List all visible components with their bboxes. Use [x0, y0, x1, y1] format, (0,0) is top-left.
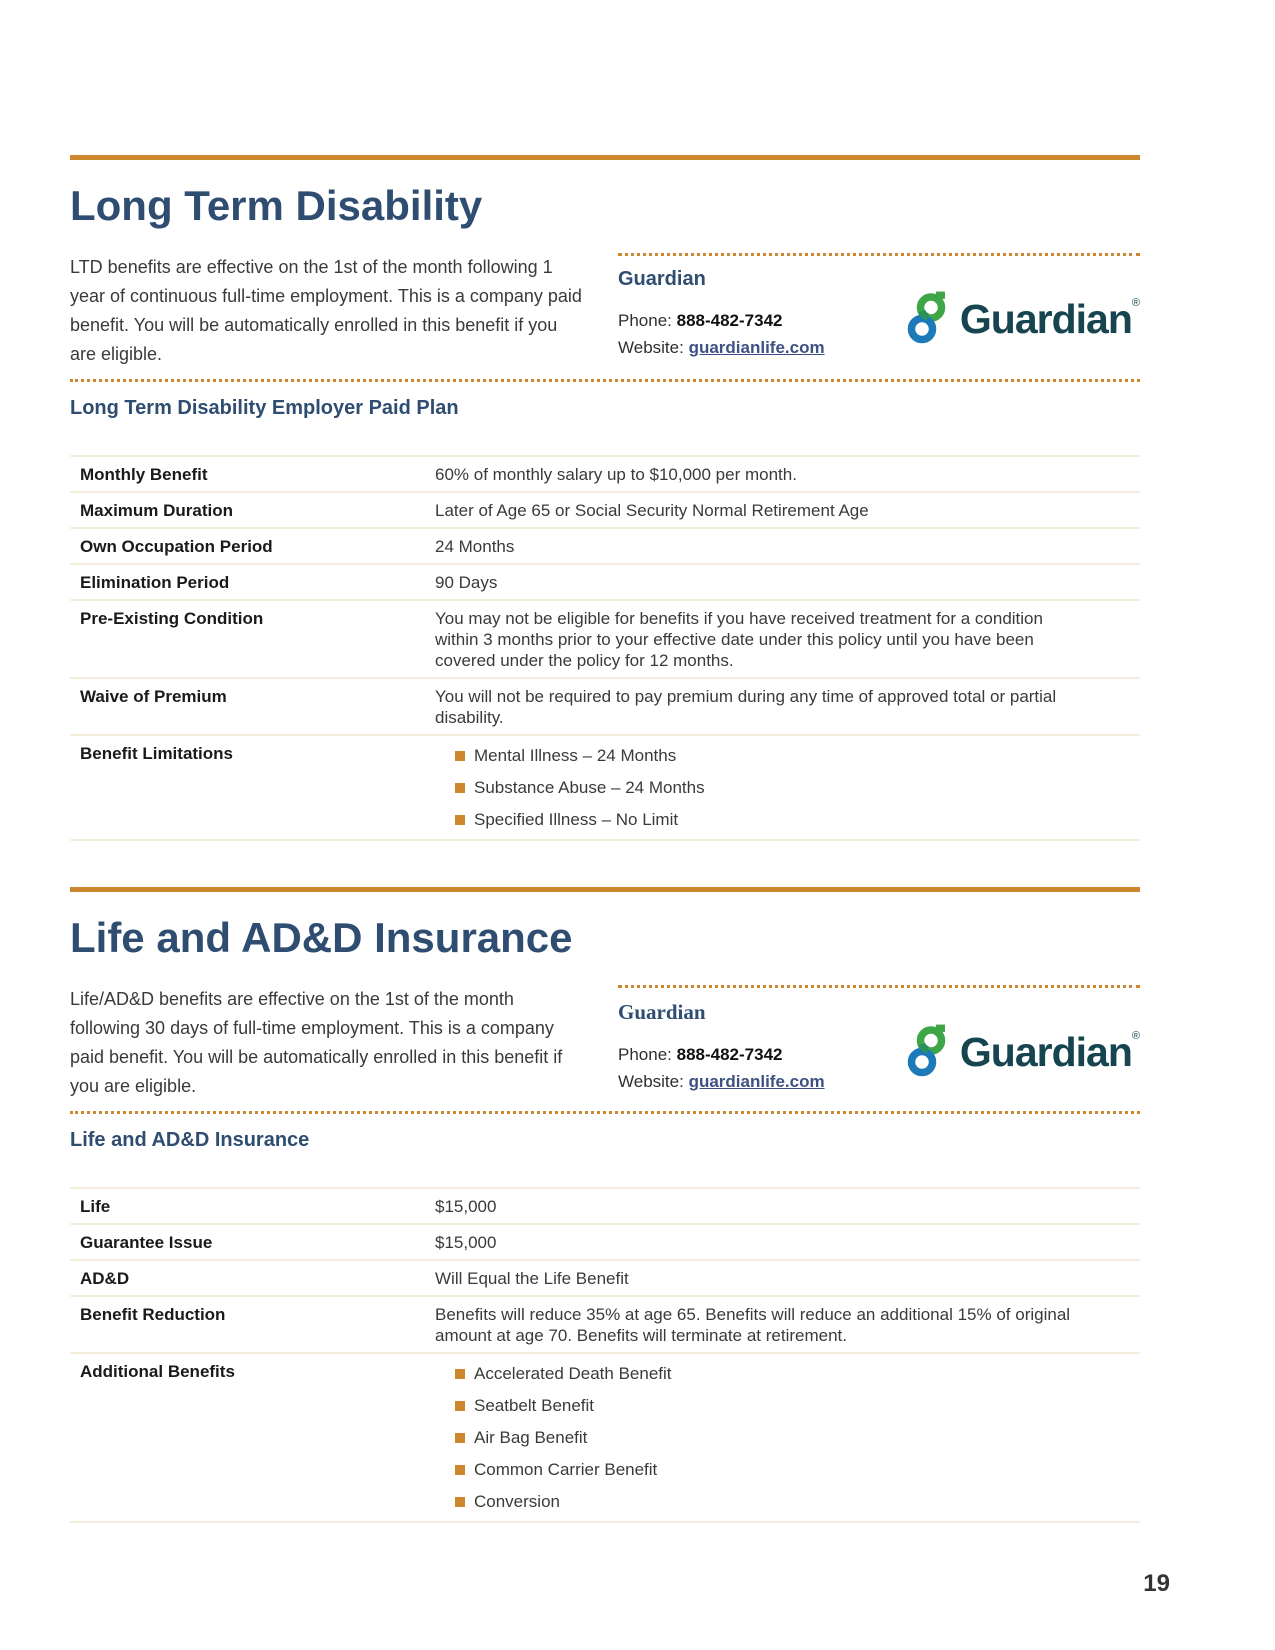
row-value: You will not be required to pay premium during any time of approved total or partial disability.: [435, 687, 1057, 727]
row-label: Benefit Limitations: [80, 744, 234, 763]
table-row: [70, 528, 1140, 564]
row-label: Monthly Benefit: [80, 465, 208, 484]
table-row: [70, 678, 1140, 735]
row-label: Own Occupation Period: [80, 537, 273, 556]
plan-table-body: [70, 456, 1140, 840]
bullet-text: Common Carrier Benefit: [474, 1460, 658, 1479]
bullet-text: Accelerated Death Benefit: [474, 1364, 672, 1383]
bullet-item: [455, 743, 1085, 769]
row-value: Later of Age 65 or Social Security Normal Retirement Age: [435, 501, 869, 520]
row-label: Maximum Duration: [80, 501, 234, 520]
row-label: Benefit Reduction: [80, 1305, 226, 1324]
square-bullet-icon: [455, 1401, 465, 1411]
row-value: [435, 735, 1140, 840]
table-row: [70, 735, 1140, 840]
bullet-text: Seatbelt Benefit: [474, 1396, 595, 1415]
bullet-list: [455, 1361, 1085, 1515]
bullet-item: [455, 1489, 1085, 1515]
table-row: [70, 1188, 1140, 1224]
carrier-website-link[interactable]: guardianlife.com: [688, 338, 825, 357]
row-value: $15,000: [435, 1197, 497, 1216]
bullet-text: Conversion: [474, 1492, 560, 1511]
document-body: [70, 155, 1140, 1523]
row-label: AD&D: [80, 1269, 130, 1288]
page-content: [70, 0, 1140, 1523]
row-value: Will Equal the Life Benefit: [435, 1269, 629, 1288]
carrier-website-link[interactable]: guardianlife.com: [688, 1072, 825, 1091]
row-value: Benefits will reduce 35% at age 65. Benefits will reduce an additional 15% of original amount at age 70. Benefits will terminate at retirement.: [435, 1305, 1071, 1345]
bullet-item: [455, 775, 1085, 801]
guardian-logo: [902, 1024, 1140, 1080]
carrier-contact-info: [618, 268, 848, 361]
square-bullet-icon: [455, 1369, 465, 1379]
guardian-logo: [902, 291, 1140, 347]
intro-row: [70, 985, 1140, 1101]
square-bullet-icon: [455, 1497, 465, 1507]
table-row: [70, 1224, 1140, 1260]
table-row: [70, 1260, 1140, 1296]
row-label: Life: [80, 1197, 111, 1216]
carrier-phone-line: [618, 1041, 848, 1068]
table-row: [70, 564, 1140, 600]
row-label: Guarantee Issue: [80, 1233, 213, 1252]
plan-table: [70, 1187, 1140, 1523]
phone-number: 888-482-7342: [676, 311, 783, 330]
carrier-name: Guardian: [618, 1000, 706, 1024]
guardian-wordmark: Guardian: [959, 1028, 1132, 1075]
section-rule: [70, 155, 1140, 160]
guardian-wordmark: Guardian: [959, 295, 1132, 342]
row-label: Waive of Premium: [80, 687, 227, 706]
carrier-contact-card: [618, 985, 1140, 1095]
square-bullet-icon: [455, 783, 465, 793]
plan-table-body: [70, 1188, 1140, 1522]
benefit-section: [70, 887, 1140, 1523]
bullet-item: [455, 1425, 1085, 1451]
benefit-section: [70, 155, 1140, 841]
carrier-name: Guardian: [618, 268, 706, 290]
bullet-text: Substance Abuse – 24 Months: [474, 778, 705, 797]
carrier-phone-line: [618, 307, 848, 334]
registered-trademark-icon: ®: [1131, 296, 1140, 309]
carrier-contact-info: [618, 1000, 848, 1095]
bullet-list: [455, 743, 1085, 833]
table-row: [70, 492, 1140, 528]
bullet-item: [455, 1393, 1085, 1419]
section-rule: [70, 887, 1140, 892]
section-title: Long Term Disability: [70, 182, 483, 229]
section-dotted-divider: [70, 379, 1140, 382]
table-row: [70, 456, 1140, 492]
phone-number: 888-482-7342: [676, 1045, 783, 1064]
section-title: Life and AD&D Insurance: [70, 914, 573, 961]
square-bullet-icon: [455, 1433, 465, 1443]
bullet-text: Air Bag Benefit: [474, 1428, 588, 1447]
section-intro-text: Life/AD&D benefits are effective on the 1st of the month following 30 days of full-time employment. This is a company paid benefit. You will be automatically enrolled in this benefit if you are eligible.: [70, 989, 563, 1096]
row-value: You may not be eligible for benefits if you have received treatment for a condition within 3 months prior to your effective date under this policy until you have been covered under the policy for 12 months.: [435, 609, 1043, 670]
section-dotted-divider: [70, 1111, 1140, 1114]
carrier-contact-card: [618, 253, 1140, 361]
guardian-logo-mark: [902, 291, 952, 347]
table-row: [70, 1296, 1140, 1353]
row-value: 60% of monthly salary up to $10,000 per month.: [435, 465, 797, 484]
bullet-item: [455, 1361, 1085, 1387]
phone-label: Phone:: [618, 311, 677, 330]
row-value: 90 Days: [435, 573, 498, 592]
plan-table-title: Life and AD&D Insurance: [70, 1129, 310, 1151]
bullet-item: [455, 807, 1085, 833]
square-bullet-icon: [455, 1465, 465, 1475]
carrier-website-line: [618, 334, 848, 361]
phone-label: Phone:: [618, 1045, 677, 1064]
registered-trademark-icon: ®: [1131, 1029, 1140, 1042]
plan-table: [70, 455, 1140, 841]
row-value: 24 Months: [435, 537, 515, 556]
row-value: $15,000: [435, 1233, 497, 1252]
row-label: Elimination Period: [80, 573, 230, 592]
guardian-logo-mark: [902, 1024, 952, 1080]
website-label: Website:: [618, 1072, 689, 1091]
website-label: Website:: [618, 338, 689, 357]
bullet-item: [455, 1457, 1085, 1483]
row-value: [435, 1353, 1140, 1522]
row-label: Additional Benefits: [80, 1362, 235, 1381]
bullet-text: Specified Illness – No Limit: [474, 810, 679, 829]
section-intro-text: LTD benefits are effective on the 1st of the month following 1 year of continuous full-time employment. This is a company paid benefit. You will be automatically enrolled in this benefit if you are eligible.: [70, 257, 582, 364]
square-bullet-icon: [455, 751, 465, 761]
table-row: [70, 1353, 1140, 1522]
carrier-website-line: [618, 1068, 848, 1095]
square-bullet-icon: [455, 815, 465, 825]
intro-row: [70, 253, 1140, 369]
plan-table-title: Long Term Disability Employer Paid Plan: [70, 397, 459, 419]
row-label: Pre-Existing Condition: [80, 609, 264, 628]
bullet-text: Mental Illness – 24 Months: [474, 746, 677, 765]
table-row: [70, 600, 1140, 678]
page-number: 19: [1143, 1570, 1170, 1597]
